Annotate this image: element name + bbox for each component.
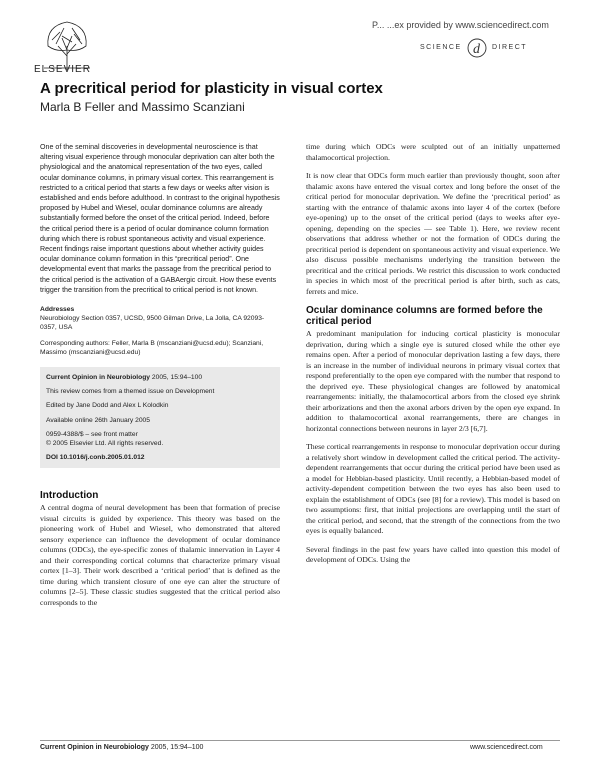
addresses-label: Addresses [40,306,75,314]
left-column [40,142,280,616]
sd-logo-left: SCIENCE [420,44,462,51]
paragraph-several-findings: Several findings in the past few years have called into question this model of development of ODCs. Using the [306,544,560,564]
corresponding-authors: Corresponding authors: Feller, Marla B (mscanziani@ucsd.edu); Scanziani, Massimo (mscanziani@ucsd.edu) [40,339,264,356]
infobox-citation: 2005, 15:94–100 [150,374,203,382]
sciencedirect-logo [420,36,540,60]
article-title: A precritical period for plasticity in visual cortex [40,80,383,97]
footer-url[interactable]: www.sciencedirect.com [470,744,543,751]
publisher-name: ELSEVIER [34,64,91,75]
paragraph-precritical-definition: It is now clear that ODCs form much earlier than previously thought, soon after thalamic axons have entered the visual cortex and long before the onset of the critical period for monocular deprivation. We define the ‘precritical period’ as starting with the entrance of thalamic axons into layer 4 of the cortex (before eye-opening) up to the onset of the critical period (days to weeks after eye-opening, depending on the species — see Table 1). Here, we review recent observations that address whether or not the formation of ODCs during the precritical period is dependent on spontaneous activity and visual experience. We also discuss possible mechanisms underlying the transition between the precritical and the critical periods. We restrict this discussion to work conducted in species in which most of the precritical period is after birth, such as cats, ferrets and mice. [306,171,560,296]
provided-by-note: P... ...ex provided by www.sciencedirect.com [372,20,549,30]
footer-divider [40,740,560,741]
copyright: © 2005 Elsevier Ltd. All rights reserved. [46,440,164,448]
editors: Edited by Jane Dodd and Alex L Kolodkin [46,402,169,410]
doi: DOI 10.1016/j.conb.2005.01.012 [46,454,145,462]
article-info-box [40,367,280,468]
available-online: Available online 26th January 2005 [46,416,150,424]
abstract: One of the seminal discoveries in developmental neuroscience is that altering visual experience through monocular deprivation can alter both the physiological and the anatomical representation of the two eyes, called ocular dominance columns, in primary visual cortex. This rearrangement is restricted to a critical period that starts a few days or weeks after vision is established and ends before adulthood. In contrast to the original hypothesis proposed by Hubel and Wiesel, ocular dominance columns are already substantially formed before the onset of the critical period. Indeed, before the critical period there is a period of ocular dominance column formation during which there is robust spontaneous activity and visual experience. Recent findings raise important questions about whether activity guides ocular dominance column formation in this “precritical period”. One developmental event that marks the passage from the precritical period to the critical period is the activation of a GABAergic circuit. How these events trigger the transition from the precritical to critical period is not known. [40,143,280,294]
addresses-block [40,305,280,357]
sd-logo-right: DIRECT [492,44,528,51]
section-heading-odc: Ocular dominance columns are formed before the critical period [306,305,543,327]
introduction-paragraph: A central dogma of neural development has been that formation of precise visual circuits is guided by experience. This theory was based on the pioneering work of Hubel and Wiesel, who demonstrated that altered sensory experience can influence the development of ocular dominance columns (ODCs), the eye-specific zones of thalamic innervation in Layer 4 and their corresponding cortical columns that characterize primary visual cortex [1–3]. Their work described a ‘critical period’ that is defined as the time during which transient closure of one eye can alter the structure of columns [2–5]. These classic studies suggested that the critical period also corresponds to the [40,503,280,607]
introduction-section [40,490,280,608]
footer-citation [40,744,203,751]
article-authors: Marla B Feller and Massimo Scanziani [40,100,245,114]
issn: 0959-4388/$ – see front matter [46,430,138,438]
issue-note: This review comes from a themed issue on Development [46,388,215,396]
right-column [306,142,560,574]
footer-citation-text: 2005, 15:94–100 [148,744,204,751]
footer-journal: Current Opinion in Neurobiology [40,744,149,751]
paragraph-cortical-rearrangements: These cortical rearrangements in response to monocular deprivation occur during a relatively short window in development called the critical period. The activity-dependent rearrangements that occur during the critical period have been used as a model for Hebbian-based plasticity. Until recently, a Hebbian-based model of activity-dependent competition between the two eyes has also been used to explain the establishment of ODCs (see [8] for a review). This model is based on two assumptions: first, that initial projections are overlapping until the start of the critical period, and second, that the strength of the connections from the two eyes is equally balanced. [306,442,560,535]
introduction-heading: Introduction [40,490,99,502]
infobox-journal: Current Opinion in Neurobiology [46,374,151,382]
address-text: Neurobiology Section 0357, UCSD, 9500 Gilman Drive, La Jolla, CA 92093-0357, USA [40,315,265,332]
sciencedirect-d-icon [466,36,488,60]
sd-logo-symbol: d [473,42,480,57]
paragraph-monocular-deprivation: A predominant manipulation for inducing cortical plasticity is monocular deprivation, during which a single eye is sutured closed while the other eye remains open. After a period of monocular deprivation lasting a few days, there is an increase in the number of individual neurons in primary visual cortex that respond preferentially to the open eye compared with the number that respond to the deprived eye. These physiological changes are followed by anatomical rearrangements: initially, the thalamocortical arbors from the closed eye shrink their arborizations and then the axonal arbors driven by the open eye expand. In addition to thalamocortical axonal rearrangements, there are changes in horizontal connections between neurons in layer 2/3 [6,7]. [306,329,560,433]
paragraph-continued: time during which ODCs were sculpted out of an initially unpatterned thalamocortical projection. [306,142,560,162]
